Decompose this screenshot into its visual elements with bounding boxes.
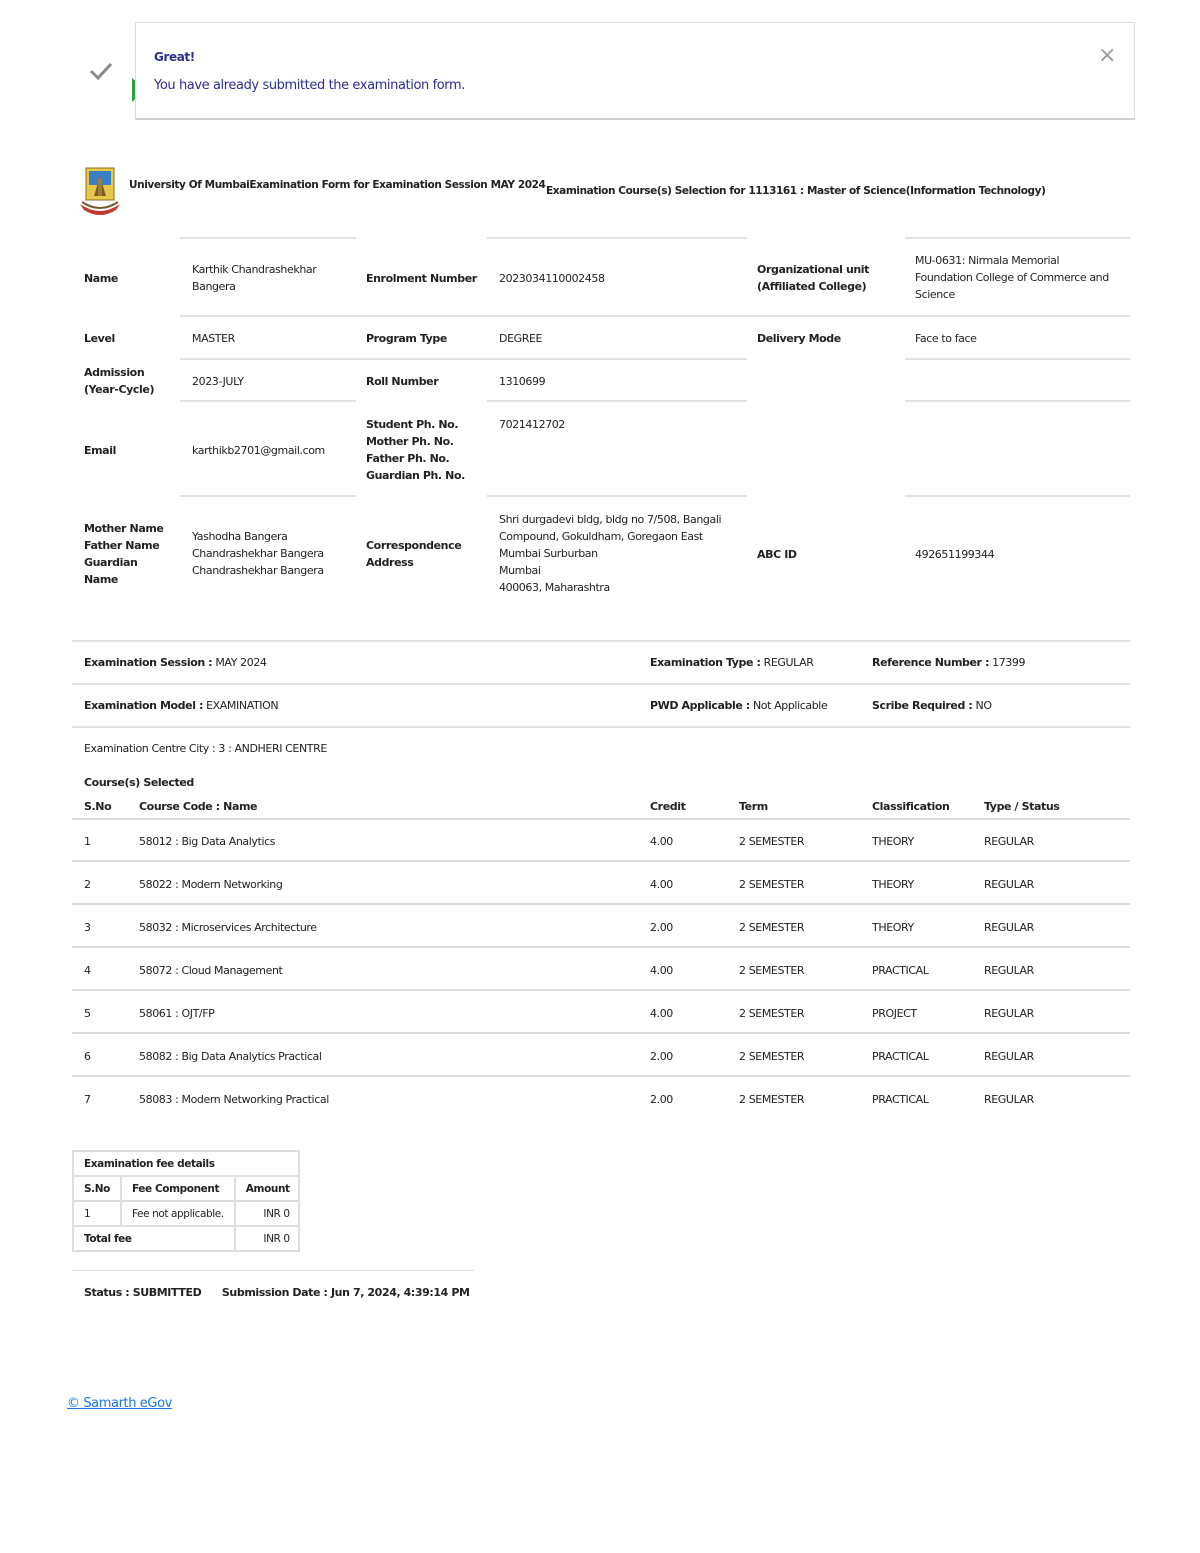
name-label: Name [84, 272, 118, 285]
course-cell-classification: PRACTICAL [872, 1050, 929, 1063]
course-cell-term: 2 SEMESTER [739, 835, 805, 848]
reference-number: Reference Number : 17399 [872, 656, 1026, 669]
course-cell-credit: 4.00 [650, 878, 673, 891]
table-row: 1 Fee not applicable. INR 0 [73, 1201, 299, 1226]
course-cell-credit: 2.00 [650, 1050, 673, 1063]
course-cell-type-status: REGULAR [984, 921, 1034, 934]
program-type-label: Program Type [366, 332, 447, 345]
abc-label: ABC ID [757, 548, 797, 561]
parents-labels: Mother Name Father Name Guardian Name [84, 522, 164, 586]
courses-title: Course(s) Selected [84, 776, 194, 789]
col-classification: Classification [872, 800, 950, 813]
course-cell-sno: 1 [84, 835, 91, 848]
course-cell-sno: 6 [84, 1050, 91, 1063]
course-cell-classification: THEORY [872, 878, 914, 891]
parents-values: Yashodha Bangera Chandrashekhar Bangera Chandrashekhar Bangera [192, 530, 324, 577]
course-cell-classification: THEORY [872, 835, 914, 848]
course-cell-term: 2 SEMESTER [739, 964, 805, 977]
student-phone-value: 7021412702 [499, 418, 565, 431]
fee-title: Examination fee details [73, 1151, 299, 1176]
course-cell-type-status: REGULAR [984, 878, 1034, 891]
admission-value: 2023-JULY [192, 375, 244, 388]
alert-box [135, 22, 1135, 120]
fee-total-label: Total fee [73, 1226, 235, 1251]
course-cell-term: 2 SEMESTER [739, 1093, 805, 1106]
course-cell-course: 58072 : Cloud Management [139, 964, 283, 977]
course-cell-sno: 2 [84, 878, 91, 891]
university-logo [76, 166, 124, 216]
col-term: Term [739, 800, 768, 813]
exam-type: Examination Type : REGULAR [650, 656, 814, 669]
level-label: Level [84, 332, 115, 345]
course-cell-term: 2 SEMESTER [739, 1007, 805, 1020]
course-cell-credit: 4.00 [650, 835, 673, 848]
col-credit: Credit [650, 800, 686, 813]
level-value: MASTER [192, 332, 235, 345]
course-cell-credit: 2.00 [650, 1093, 673, 1106]
abc-value: 492651199344 [915, 548, 995, 561]
fee-col-amount: Amount [235, 1176, 299, 1201]
delivery-value: Face to face [915, 332, 977, 345]
name-value: Karthik Chandrashekhar Bangera [192, 263, 317, 293]
course-cell-classification: PROJECT [872, 1007, 917, 1020]
course-cell-term: 2 SEMESTER [739, 878, 805, 891]
course-cell-sno: 3 [84, 921, 91, 934]
course-cell-sno: 4 [84, 964, 91, 977]
program-type-value: DEGREE [499, 332, 543, 345]
page-title: University Of MumbaiExamination Form for Examination Session MAY 2024 [129, 179, 546, 191]
course-cell-course: 58082 : Big Data Analytics Practical [139, 1050, 322, 1063]
org-value: MU-0631: Nirmala Memorial Foundation College of Commerce and Science [915, 254, 1109, 301]
course-cell-credit: 4.00 [650, 1007, 673, 1020]
col-type-status: Type / Status [984, 800, 1060, 813]
course-cell-course: 58012 : Big Data Analytics [139, 835, 276, 848]
course-cell-sno: 5 [84, 1007, 91, 1020]
pwd-applicable: PWD Applicable : Not Applicable [650, 699, 828, 712]
col-course: Course Code : Name [139, 800, 258, 813]
course-cell-type-status: REGULAR [984, 964, 1034, 977]
course-cell-sno: 7 [84, 1093, 91, 1106]
course-cell-type-status: REGULAR [984, 1007, 1034, 1020]
email-value: karthikb2701@gmail.com [192, 444, 325, 457]
exam-centre: Examination Centre City : 3 : ANDHERI CENTRE [84, 742, 327, 755]
roll-label: Roll Number [366, 375, 439, 388]
course-cell-term: 2 SEMESTER [739, 921, 805, 934]
enrolment-value: 2023034110002458 [499, 272, 605, 285]
admission-label: Admission (Year-Cycle) [84, 366, 155, 396]
phone-labels: Student Ph. No. Mother Ph. No. Father Ph. No. Guardian Ph. No. [366, 418, 465, 482]
exam-model: Examination Model : EXAMINATION [84, 699, 279, 712]
roll-value: 1310699 [499, 375, 546, 388]
enrolment-label: Enrolment Number [366, 272, 477, 285]
address-label: Correspondence Address [366, 539, 462, 569]
fee-table [72, 1150, 300, 1252]
course-selection-title: Examination Course(s) Selection for 1113161 : Master of Science(Information Technology) [546, 185, 1046, 197]
course-cell-classification: PRACTICAL [872, 964, 929, 977]
col-sno: S.No [84, 800, 112, 813]
course-cell-classification: THEORY [872, 921, 914, 934]
course-cell-type-status: REGULAR [984, 1050, 1034, 1063]
success-alert [80, 20, 1136, 120]
course-cell-course: 58083 : Modern Networking Practical [139, 1093, 329, 1106]
alert-title: Great! [154, 50, 195, 64]
course-cell-course: 58022 : Modern Networking [139, 878, 283, 891]
course-cell-classification: PRACTICAL [872, 1093, 929, 1106]
email-label: Email [84, 444, 116, 457]
footer-link[interactable]: © Samarth eGov [67, 1396, 172, 1411]
exam-session: Examination Session : MAY 2024 [84, 656, 267, 669]
alert-message: You have already submitted the examination form. [154, 78, 466, 93]
course-cell-course: 58061 : OJT/FP [139, 1007, 215, 1020]
scribe-required: Scribe Required : NO [872, 699, 992, 712]
check-icon [88, 60, 114, 82]
org-label: Organizational unit (Affiliated College) [757, 263, 870, 293]
course-cell-type-status: REGULAR [984, 1093, 1034, 1106]
close-icon[interactable]: × [1097, 43, 1116, 68]
fee-total-value: INR 0 [235, 1226, 299, 1251]
fee-col-component: Fee Component [121, 1176, 235, 1201]
course-cell-type-status: REGULAR [984, 835, 1034, 848]
course-cell-course: 58032 : Microservices Architecture [139, 921, 317, 934]
fee-col-sno: S.No [73, 1176, 121, 1201]
course-cell-credit: 4.00 [650, 964, 673, 977]
address-value: Shri durgadevi bldg, bldg no 7/508, Bangali Compound, Gokuldham, Goregaon East Mumbai Surburban Mumbai 400063, Maharashtra [499, 513, 722, 594]
course-cell-credit: 2.00 [650, 921, 673, 934]
course-cell-term: 2 SEMESTER [739, 1050, 805, 1063]
submission-status: Status : SUBMITTED Submission Date : Jun 7, 2024, 4:39:14 PM [84, 1286, 470, 1299]
delivery-label: Delivery Mode [757, 332, 841, 345]
